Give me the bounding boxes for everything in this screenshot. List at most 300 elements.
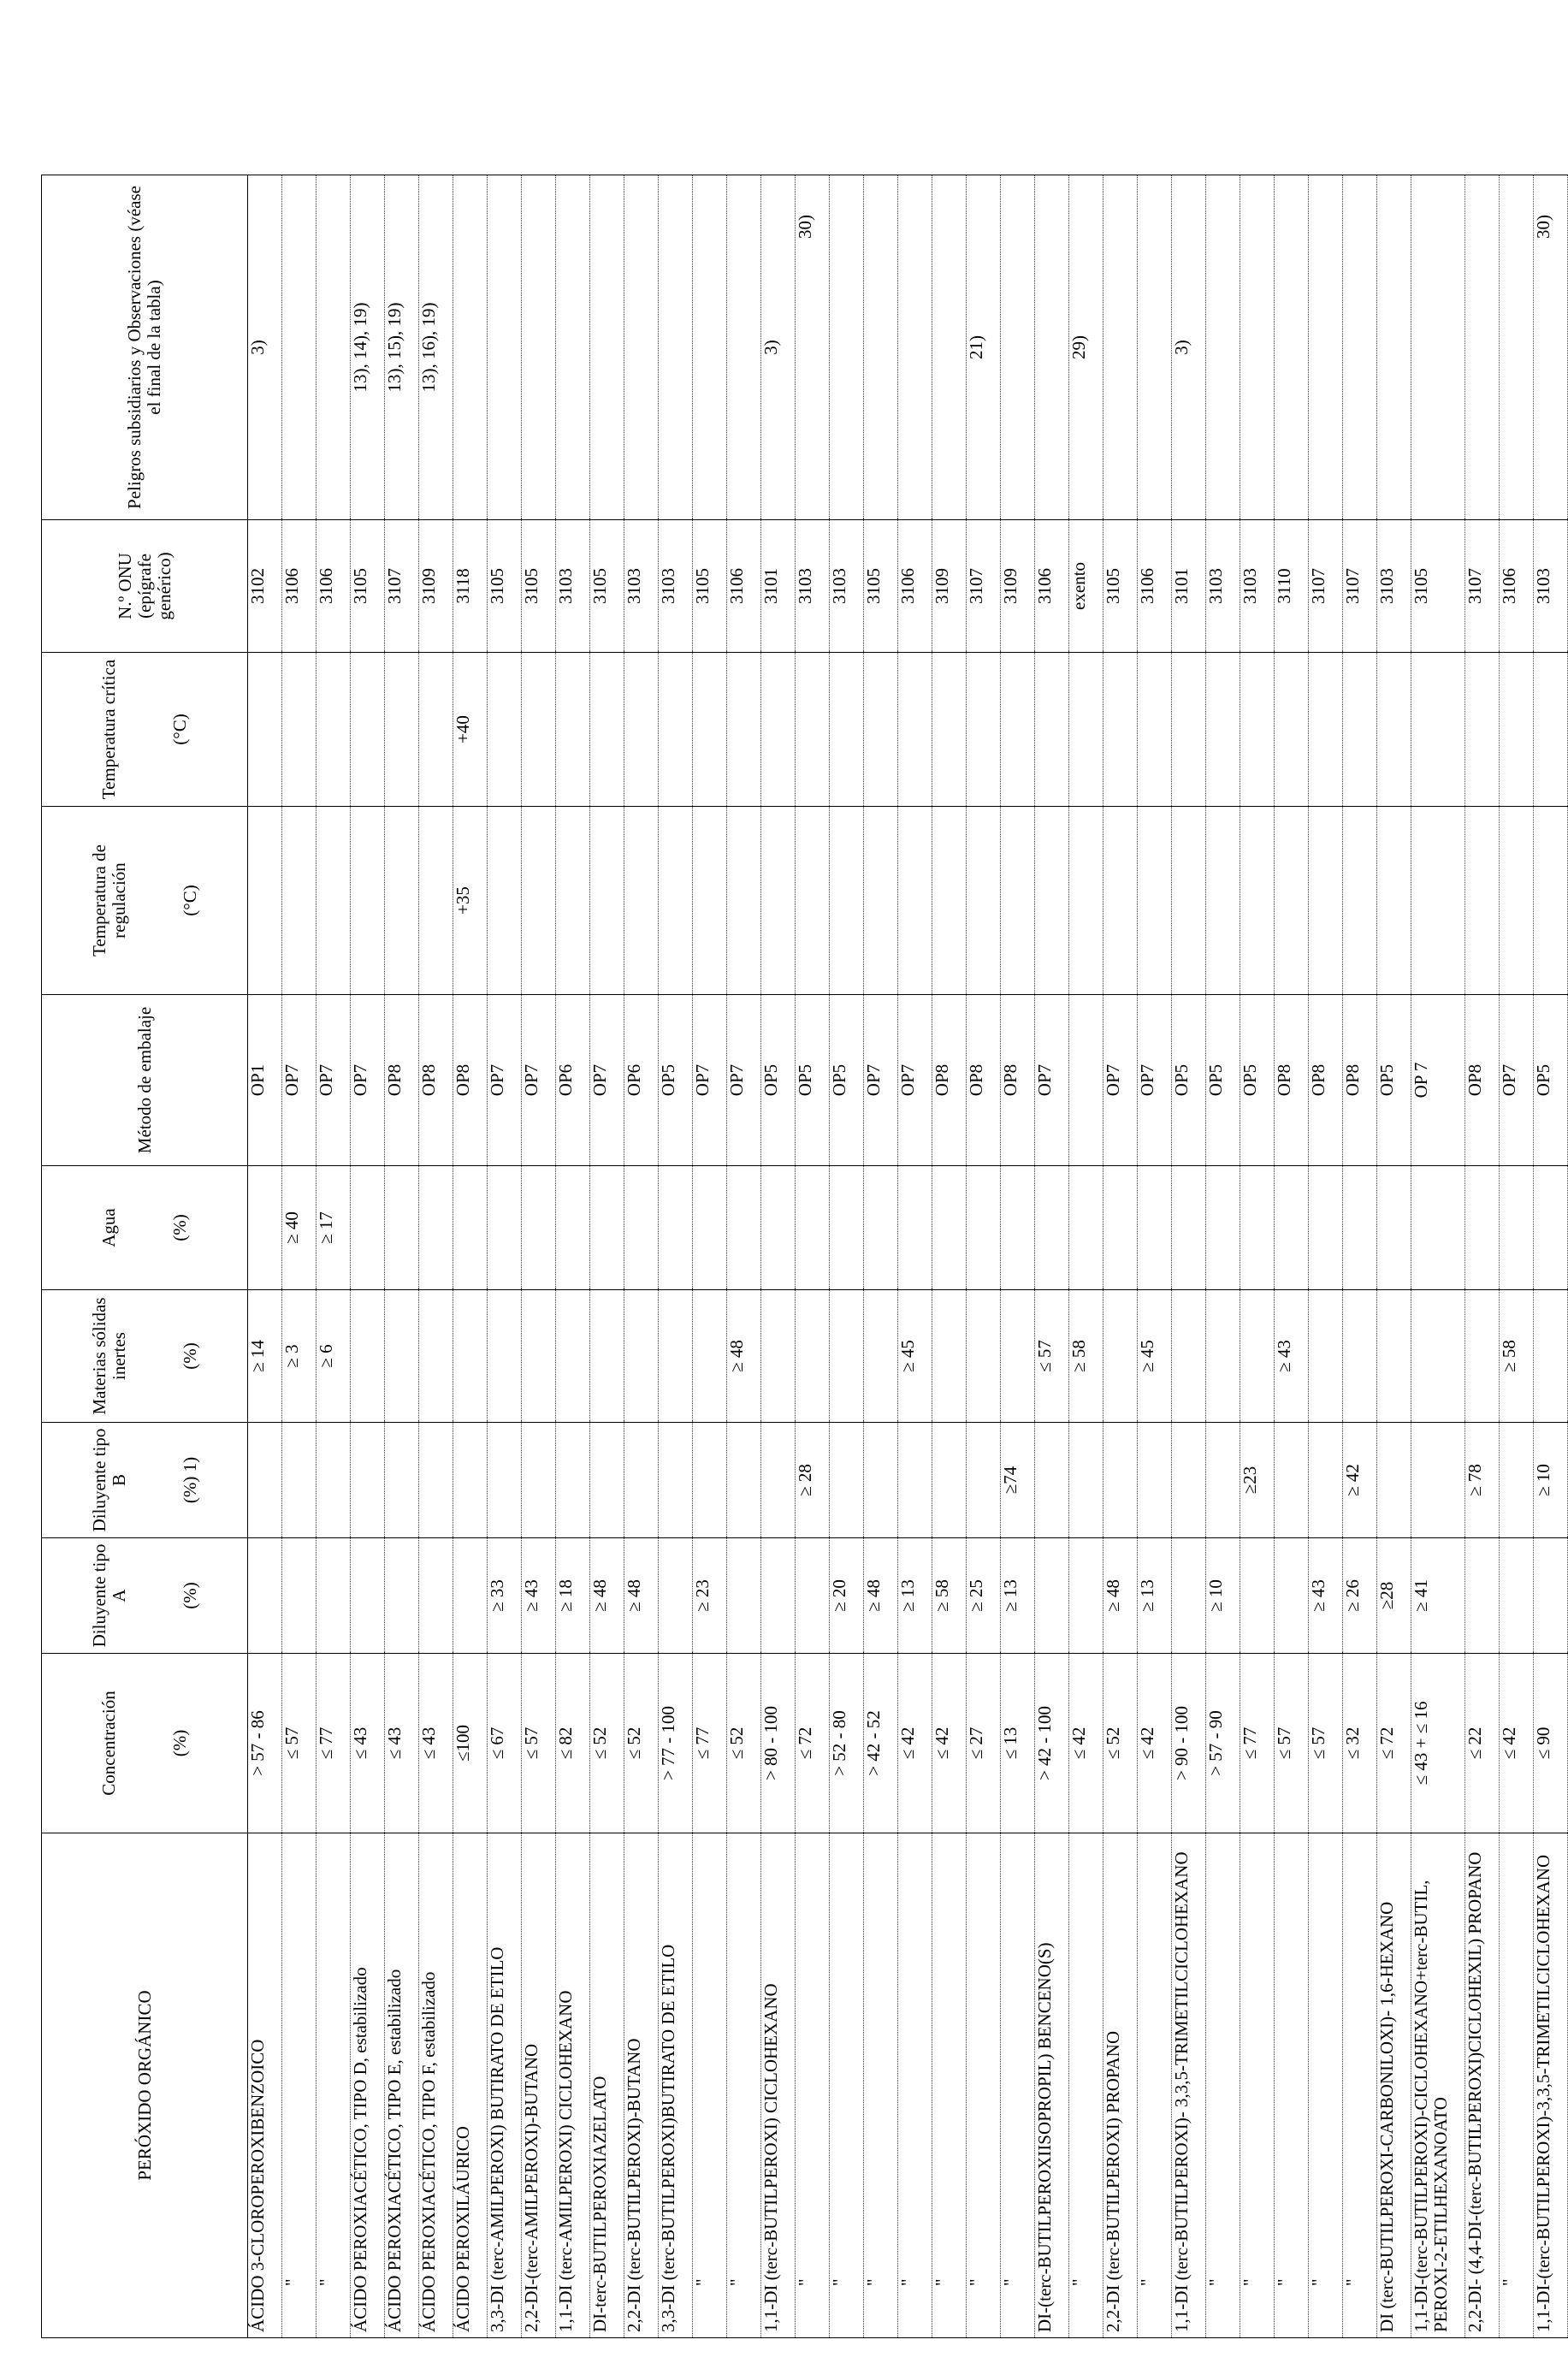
header-control-temperature: Temperatura de regulación (°C): [42, 807, 248, 995]
packing-method-cell: OP8: [1309, 995, 1343, 1166]
concentration-cell: ≤ 42: [932, 1654, 967, 1833]
inert-solids-cell: [1411, 1290, 1465, 1423]
peroxide-name-cell: ": [1275, 1833, 1309, 2338]
un-number-cell: 3110: [1275, 520, 1309, 653]
peroxide-name-cell: ": [1500, 1833, 1534, 2338]
table-row: [898, 175, 932, 2338]
packing-method-cell: OP7: [693, 995, 727, 1166]
un-number-cell: 3118: [453, 520, 488, 653]
water-cell: [1172, 1166, 1206, 1290]
control-temperature-cell: [1465, 807, 1500, 995]
concentration-cell: ≤ 27: [967, 1654, 1001, 1833]
water-cell: [693, 1166, 727, 1290]
water-cell: [248, 1166, 282, 1290]
control-temperature-cell: +35: [453, 807, 488, 995]
diluent-b-cell: ≥ 42: [1343, 1423, 1377, 1538]
diluent-b-cell: [830, 1423, 864, 1538]
peroxide-name-cell: ÁCIDO PEROXIACÉTICO, TIPO F, estabilizado: [419, 1833, 453, 2338]
table-row: [248, 175, 282, 2338]
peroxide-name-cell: ": [727, 1833, 761, 2338]
header-peroxide: PERÓXIDO ORGÁNICO: [42, 1833, 248, 2338]
observations-cell: [590, 175, 624, 520]
control-temperature-cell: [1172, 807, 1206, 995]
table-row: [1275, 175, 1309, 2338]
diluent-a-cell: [1172, 1538, 1206, 1654]
inert-solids-cell: [659, 1290, 693, 1423]
table-row: [624, 175, 659, 2338]
concentration-cell: > 42 - 52: [864, 1654, 898, 1833]
observations-cell: [898, 175, 932, 520]
inert-solids-cell: [556, 1290, 590, 1423]
peroxide-name-cell: DI-terc-BUTILPEROXIAZELATO: [590, 1833, 624, 2338]
water-cell: [1035, 1166, 1069, 1290]
observations-cell: [1343, 175, 1377, 520]
diluent-a-cell: [1240, 1538, 1275, 1654]
control-temperature-cell: [385, 807, 419, 995]
observations-cell: 29): [1069, 175, 1104, 520]
water-cell: [1465, 1166, 1500, 1290]
header-packing-method: Método de embalaje: [42, 995, 248, 1166]
peroxide-name-cell: ": [967, 1833, 1001, 2338]
critical-temperature-cell: [1001, 653, 1035, 807]
peroxide-name-cell: 2,2-DI- (4,4-DI-(terc-BUTILPEROXI)CICLOHEXIL) PROPANO: [1465, 1833, 1500, 2338]
inert-solids-cell: [1309, 1290, 1343, 1423]
diluent-a-cell: ≥ 13: [1001, 1538, 1035, 1654]
control-temperature-cell: [864, 807, 898, 995]
un-number-cell: 3103: [556, 520, 590, 653]
diluent-b-cell: [898, 1423, 932, 1538]
un-number-cell: exento: [1069, 520, 1104, 653]
critical-temperature-cell: [282, 653, 317, 807]
concentration-cell: ≤ 82: [556, 1654, 590, 1833]
critical-temperature-cell: [1138, 653, 1172, 807]
packing-method-cell: OP7: [864, 995, 898, 1166]
peroxide-name-cell: 3,3-DI (terc-BUTILPEROXI)BUTIRATO DE ETILO: [659, 1833, 693, 2338]
peroxide-name-cell: ": [1343, 1833, 1377, 2338]
un-number-cell: 3105: [864, 520, 898, 653]
diluent-a-cell: ≥ 26: [1343, 1538, 1377, 1654]
critical-temperature-cell: [1465, 653, 1500, 807]
control-temperature-cell: [351, 807, 385, 995]
un-number-cell: 3106: [1500, 520, 1534, 653]
inert-solids-cell: [522, 1290, 556, 1423]
water-cell: [1411, 1166, 1465, 1290]
concentration-cell: ≤ 42: [898, 1654, 932, 1833]
critical-temperature-cell: [1069, 653, 1104, 807]
un-number-cell: 3103: [796, 520, 830, 653]
observations-cell: [556, 175, 590, 520]
water-cell: [932, 1166, 967, 1290]
un-number-cell: 3107: [1343, 520, 1377, 653]
diluent-b-cell: [659, 1423, 693, 1538]
water-cell: [1001, 1166, 1035, 1290]
un-number-cell: 3105: [1104, 520, 1138, 653]
diluent-b-cell: [556, 1423, 590, 1538]
critical-temperature-cell: [1500, 653, 1534, 807]
table-row: [1465, 175, 1500, 2338]
diluent-a-cell: [419, 1538, 453, 1654]
critical-temperature-cell: [590, 653, 624, 807]
un-number-cell: 3109: [419, 520, 453, 653]
packing-method-cell: OP7: [590, 995, 624, 1166]
critical-temperature-cell: [932, 653, 967, 807]
control-temperature-cell: [659, 807, 693, 995]
peroxide-name-cell: 1,1-DI-(terc-BUTILPEROXI)-CICLOHEXANO+terc-BUTIL, PEROXI-2-ETILHEXANOATO: [1411, 1833, 1465, 2338]
diluent-b-cell: [1035, 1423, 1069, 1538]
peroxide-name-cell: 3,3-DI (terc-AMILPEROXI) BUTIRATO DE ETILO: [488, 1833, 522, 2338]
diluent-b-cell: [1206, 1423, 1240, 1538]
diluent-b-cell: ≥ 78: [1465, 1423, 1500, 1538]
water-cell: [898, 1166, 932, 1290]
inert-solids-cell: [1534, 1290, 1568, 1423]
header-row: [42, 175, 248, 2338]
table-row: [1069, 175, 1104, 2338]
critical-temperature-cell: [727, 653, 761, 807]
peroxide-name-cell: DI-(terc-BUTILPEROXIISOPROPIL) BENCENO(S): [1035, 1833, 1069, 2338]
water-cell: [1309, 1166, 1343, 1290]
concentration-cell: ≤ 32: [1343, 1654, 1377, 1833]
table-row: [693, 175, 727, 2338]
table-row: [317, 175, 351, 2338]
inert-solids-cell: ≥ 58: [1069, 1290, 1104, 1423]
water-cell: [727, 1166, 761, 1290]
water-cell: [522, 1166, 556, 1290]
concentration-cell: ≤ 77: [1240, 1654, 1275, 1833]
table-row: [1001, 175, 1035, 2338]
diluent-b-cell: [282, 1423, 317, 1538]
diluent-a-cell: ≥ 18: [556, 1538, 590, 1654]
packing-method-cell: OP7: [898, 995, 932, 1166]
packing-method-cell: OP8: [1465, 995, 1500, 1166]
packing-method-cell: OP6: [556, 995, 590, 1166]
peroxide-name-cell: ": [1138, 1833, 1172, 2338]
observations-cell: [693, 175, 727, 520]
diluent-b-cell: [1104, 1423, 1138, 1538]
packing-method-cell: OP5: [796, 995, 830, 1166]
concentration-cell: > 42 - 100: [1035, 1654, 1069, 1833]
un-number-cell: 3106: [727, 520, 761, 653]
water-cell: [1206, 1166, 1240, 1290]
table-row: [796, 175, 830, 2338]
inert-solids-cell: [453, 1290, 488, 1423]
concentration-cell: > 57 - 86: [248, 1654, 282, 1833]
diluent-b-cell: [967, 1423, 1001, 1538]
table-row: [1035, 175, 1069, 2338]
control-temperature-cell: [248, 807, 282, 995]
critical-temperature-cell: [898, 653, 932, 807]
un-number-cell: 3103: [659, 520, 693, 653]
observations-cell: [864, 175, 898, 520]
water-cell: [351, 1166, 385, 1290]
peroxide-name-cell: 1,1-DI (terc-BUTILPEROXI)- 3,3,5-TRIMETILCICLOHEXANO: [1172, 1833, 1206, 2338]
inert-solids-cell: [830, 1290, 864, 1423]
un-number-cell: 3106: [282, 520, 317, 653]
concentration-cell: ≤ 52: [590, 1654, 624, 1833]
inert-solids-cell: [693, 1290, 727, 1423]
table-row: [1240, 175, 1275, 2338]
observations-cell: [1411, 175, 1465, 520]
observations-cell: [1465, 175, 1500, 520]
water-cell: [761, 1166, 796, 1290]
control-temperature-cell: [967, 807, 1001, 995]
diluent-a-cell: ≥ 58: [932, 1538, 967, 1654]
table-row: [1411, 175, 1465, 2338]
observations-cell: 13), 16), 19): [419, 175, 453, 520]
diluent-b-cell: [1069, 1423, 1104, 1538]
packing-method-cell: OP5: [1377, 995, 1411, 1166]
inert-solids-cell: ≥ 14: [248, 1290, 282, 1423]
control-temperature-cell: [317, 807, 351, 995]
water-cell: [385, 1166, 419, 1290]
diluent-b-cell: [1309, 1423, 1343, 1538]
critical-temperature-cell: [556, 653, 590, 807]
diluent-b-cell: [1275, 1423, 1309, 1538]
concentration-cell: ≤ 57: [522, 1654, 556, 1833]
concentration-cell: ≤ 42: [1069, 1654, 1104, 1833]
control-temperature-cell: [1001, 807, 1035, 995]
critical-temperature-cell: +40: [453, 653, 488, 807]
control-temperature-cell: [488, 807, 522, 995]
critical-temperature-cell: [1534, 653, 1568, 807]
critical-temperature-cell: [1275, 653, 1309, 807]
un-number-cell: 3105: [488, 520, 522, 653]
concentration-cell: ≤ 67: [488, 1654, 522, 1833]
observations-cell: [1500, 175, 1534, 520]
peroxide-name-cell: ": [1001, 1833, 1035, 2338]
observations-cell: [1001, 175, 1035, 520]
inert-solids-cell: [864, 1290, 898, 1423]
observations-cell: [1104, 175, 1138, 520]
observations-cell: [522, 175, 556, 520]
un-number-cell: 3106: [317, 520, 351, 653]
table-row: [1343, 175, 1377, 2338]
table-row: [1104, 175, 1138, 2338]
diluent-a-cell: [385, 1538, 419, 1654]
table-row: [1138, 175, 1172, 2338]
critical-temperature-cell: [1343, 653, 1377, 807]
critical-temperature-cell: [1309, 653, 1343, 807]
inert-solids-cell: [624, 1290, 659, 1423]
diluent-b-cell: ≥74: [1001, 1423, 1035, 1538]
diluent-a-cell: ≥ 25: [967, 1538, 1001, 1654]
inert-solids-cell: [761, 1290, 796, 1423]
inert-solids-cell: ≥ 6: [317, 1290, 351, 1423]
packing-method-cell: OP7: [317, 995, 351, 1166]
concentration-cell: > 80 - 100: [761, 1654, 796, 1833]
critical-temperature-cell: [1206, 653, 1240, 807]
observations-cell: 13), 15), 19): [385, 175, 419, 520]
water-cell: [659, 1166, 693, 1290]
peroxide-name-cell: ÁCIDO 3-CLOROPEROXIBENZOICO: [248, 1833, 282, 2338]
concentration-cell: ≤ 57: [1309, 1654, 1343, 1833]
diluent-b-cell: [1138, 1423, 1172, 1538]
critical-temperature-cell: [419, 653, 453, 807]
diluent-a-cell: ≥ 10: [1206, 1538, 1240, 1654]
inert-solids-cell: ≥ 43: [1275, 1290, 1309, 1423]
critical-temperature-cell: [317, 653, 351, 807]
diluent-a-cell: ≥ 33: [488, 1538, 522, 1654]
control-temperature-cell: [1035, 807, 1069, 995]
packing-method-cell: OP5: [761, 995, 796, 1166]
diluent-a-cell: ≥ 48: [624, 1538, 659, 1654]
control-temperature-cell: [898, 807, 932, 995]
un-number-cell: 3103: [830, 520, 864, 653]
critical-temperature-cell: [351, 653, 385, 807]
header-diluent-b: Diluyente tipo B (%) 1): [42, 1423, 248, 1538]
diluent-b-cell: ≥23: [1240, 1423, 1275, 1538]
peroxide-name-cell: ÁCIDO PEROXILÁURICO: [453, 1833, 488, 2338]
inert-solids-cell: [1001, 1290, 1035, 1423]
table-row: [727, 175, 761, 2338]
concentration-cell: ≤ 57: [1275, 1654, 1309, 1833]
control-temperature-cell: [1309, 807, 1343, 995]
inert-solids-cell: [419, 1290, 453, 1423]
diluent-a-cell: [796, 1538, 830, 1654]
control-temperature-cell: [556, 807, 590, 995]
concentration-cell: ≤ 43 + ≤ 16: [1411, 1654, 1465, 1833]
control-temperature-cell: [693, 807, 727, 995]
inert-solids-cell: [1343, 1290, 1377, 1423]
inert-solids-cell: ≥ 48: [727, 1290, 761, 1423]
control-temperature-cell: [590, 807, 624, 995]
peroxide-name-cell: ": [864, 1833, 898, 2338]
inert-solids-cell: [1240, 1290, 1275, 1423]
control-temperature-cell: [1343, 807, 1377, 995]
diluent-b-cell: [317, 1423, 351, 1538]
concentration-cell: ≤ 43: [385, 1654, 419, 1833]
inert-solids-cell: [488, 1290, 522, 1423]
observations-cell: [624, 175, 659, 520]
packing-method-cell: OP5: [659, 995, 693, 1166]
observations-cell: [1035, 175, 1069, 520]
concentration-cell: ≤ 77: [317, 1654, 351, 1833]
table-row: [1309, 175, 1343, 2338]
inert-solids-cell: [1377, 1290, 1411, 1423]
un-number-cell: 3101: [761, 520, 796, 653]
un-number-cell: 3103: [624, 520, 659, 653]
un-number-cell: 3103: [1377, 520, 1411, 653]
table-row: [830, 175, 864, 2338]
peroxide-name-cell: ": [1206, 1833, 1240, 2338]
water-cell: [1138, 1166, 1172, 1290]
diluent-b-cell: [351, 1423, 385, 1538]
inert-solids-cell: [967, 1290, 1001, 1423]
water-cell: [1534, 1166, 1568, 1290]
water-cell: [1377, 1166, 1411, 1290]
critical-temperature-cell: [761, 653, 796, 807]
observations-cell: [488, 175, 522, 520]
concentration-cell: > 90 - 100: [1172, 1654, 1206, 1833]
packing-method-cell: OP1: [248, 995, 282, 1166]
packing-method-cell: OP7: [727, 995, 761, 1166]
concentration-cell: ≤ 52: [727, 1654, 761, 1833]
diluent-a-cell: ≥ 20: [830, 1538, 864, 1654]
diluent-a-cell: [1275, 1538, 1309, 1654]
packing-method-cell: OP8: [1343, 995, 1377, 1166]
un-number-cell: 3107: [967, 520, 1001, 653]
water-cell: [624, 1166, 659, 1290]
peroxide-name-cell: ÁCIDO PEROXIACÉTICO, TIPO E, estabilizado: [385, 1833, 419, 2338]
critical-temperature-cell: [1411, 653, 1465, 807]
packing-method-cell: OP8: [1275, 995, 1309, 1166]
control-temperature-cell: [1411, 807, 1465, 995]
packing-method-cell: OP8: [419, 995, 453, 1166]
concentration-cell: ≤ 57: [282, 1654, 317, 1833]
observations-cell: 13), 14), 19): [351, 175, 385, 520]
diluent-a-cell: [761, 1538, 796, 1654]
packing-method-cell: OP5: [830, 995, 864, 1166]
un-number-cell: 3105: [1411, 520, 1465, 653]
peroxide-name-cell: ": [282, 1833, 317, 2338]
diluent-a-cell: ≥ 23: [693, 1538, 727, 1654]
table-row: [522, 175, 556, 2338]
table-row: [761, 175, 796, 2338]
table-row: [385, 175, 419, 2338]
un-number-cell: 3102: [248, 520, 282, 653]
concentration-cell: > 52 - 80: [830, 1654, 864, 1833]
table-row: [659, 175, 693, 2338]
table-row: [1377, 175, 1411, 2338]
peroxide-name-cell: 2,2-DI (terc-BUTILPEROXI) PROPANO: [1104, 1833, 1138, 2338]
water-cell: [830, 1166, 864, 1290]
observations-cell: 3): [248, 175, 282, 520]
water-cell: [864, 1166, 898, 1290]
diluent-b-cell: [1172, 1423, 1206, 1538]
un-number-cell: 3107: [1465, 520, 1500, 653]
diluent-a-cell: [351, 1538, 385, 1654]
water-cell: [1240, 1166, 1275, 1290]
peroxide-name-cell: 1,1-DI-(terc-BUTILPEROXI)-3,3,5-TRIMETILCICLOHEXANO: [1534, 1833, 1568, 2338]
diluent-a-cell: [1534, 1538, 1568, 1654]
table-row: [282, 175, 317, 2338]
diluent-a-cell: ≥ 13: [898, 1538, 932, 1654]
peroxide-name-cell: ÁCIDO PEROXIACÉTICO, TIPO D, estabilizado: [351, 1833, 385, 2338]
concentration-cell: ≤ 13: [1001, 1654, 1035, 1833]
critical-temperature-cell: [1172, 653, 1206, 807]
packing-method-cell: OP 7: [1411, 995, 1465, 1166]
water-cell: [453, 1166, 488, 1290]
diluent-b-cell: [1500, 1423, 1534, 1538]
packing-method-cell: OP7: [1138, 995, 1172, 1166]
control-temperature-cell: [796, 807, 830, 995]
diluent-b-cell: [1377, 1423, 1411, 1538]
diluent-b-cell: [419, 1423, 453, 1538]
diluent-b-cell: [761, 1423, 796, 1538]
un-number-cell: 3103: [1206, 520, 1240, 653]
control-temperature-cell: [932, 807, 967, 995]
control-temperature-cell: [1206, 807, 1240, 995]
diluent-a-cell: [1465, 1538, 1500, 1654]
critical-temperature-cell: [248, 653, 282, 807]
un-number-cell: 3101: [1172, 520, 1206, 653]
critical-temperature-cell: [864, 653, 898, 807]
diluent-b-cell: ≥ 28: [796, 1423, 830, 1538]
packing-method-cell: OP5: [1534, 995, 1568, 1166]
water-cell: [1343, 1166, 1377, 1290]
control-temperature-cell: [727, 807, 761, 995]
critical-temperature-cell: [1240, 653, 1275, 807]
packing-method-cell: OP7: [1500, 995, 1534, 1166]
observations-cell: 21): [967, 175, 1001, 520]
diluent-b-cell: [453, 1423, 488, 1538]
critical-temperature-cell: [1035, 653, 1069, 807]
water-cell: [1500, 1166, 1534, 1290]
packing-method-cell: OP8: [1001, 995, 1035, 1166]
diluent-a-cell: [727, 1538, 761, 1654]
critical-temperature-cell: [1104, 653, 1138, 807]
inert-solids-cell: [1465, 1290, 1500, 1423]
inert-solids-cell: ≥ 58: [1500, 1290, 1534, 1423]
